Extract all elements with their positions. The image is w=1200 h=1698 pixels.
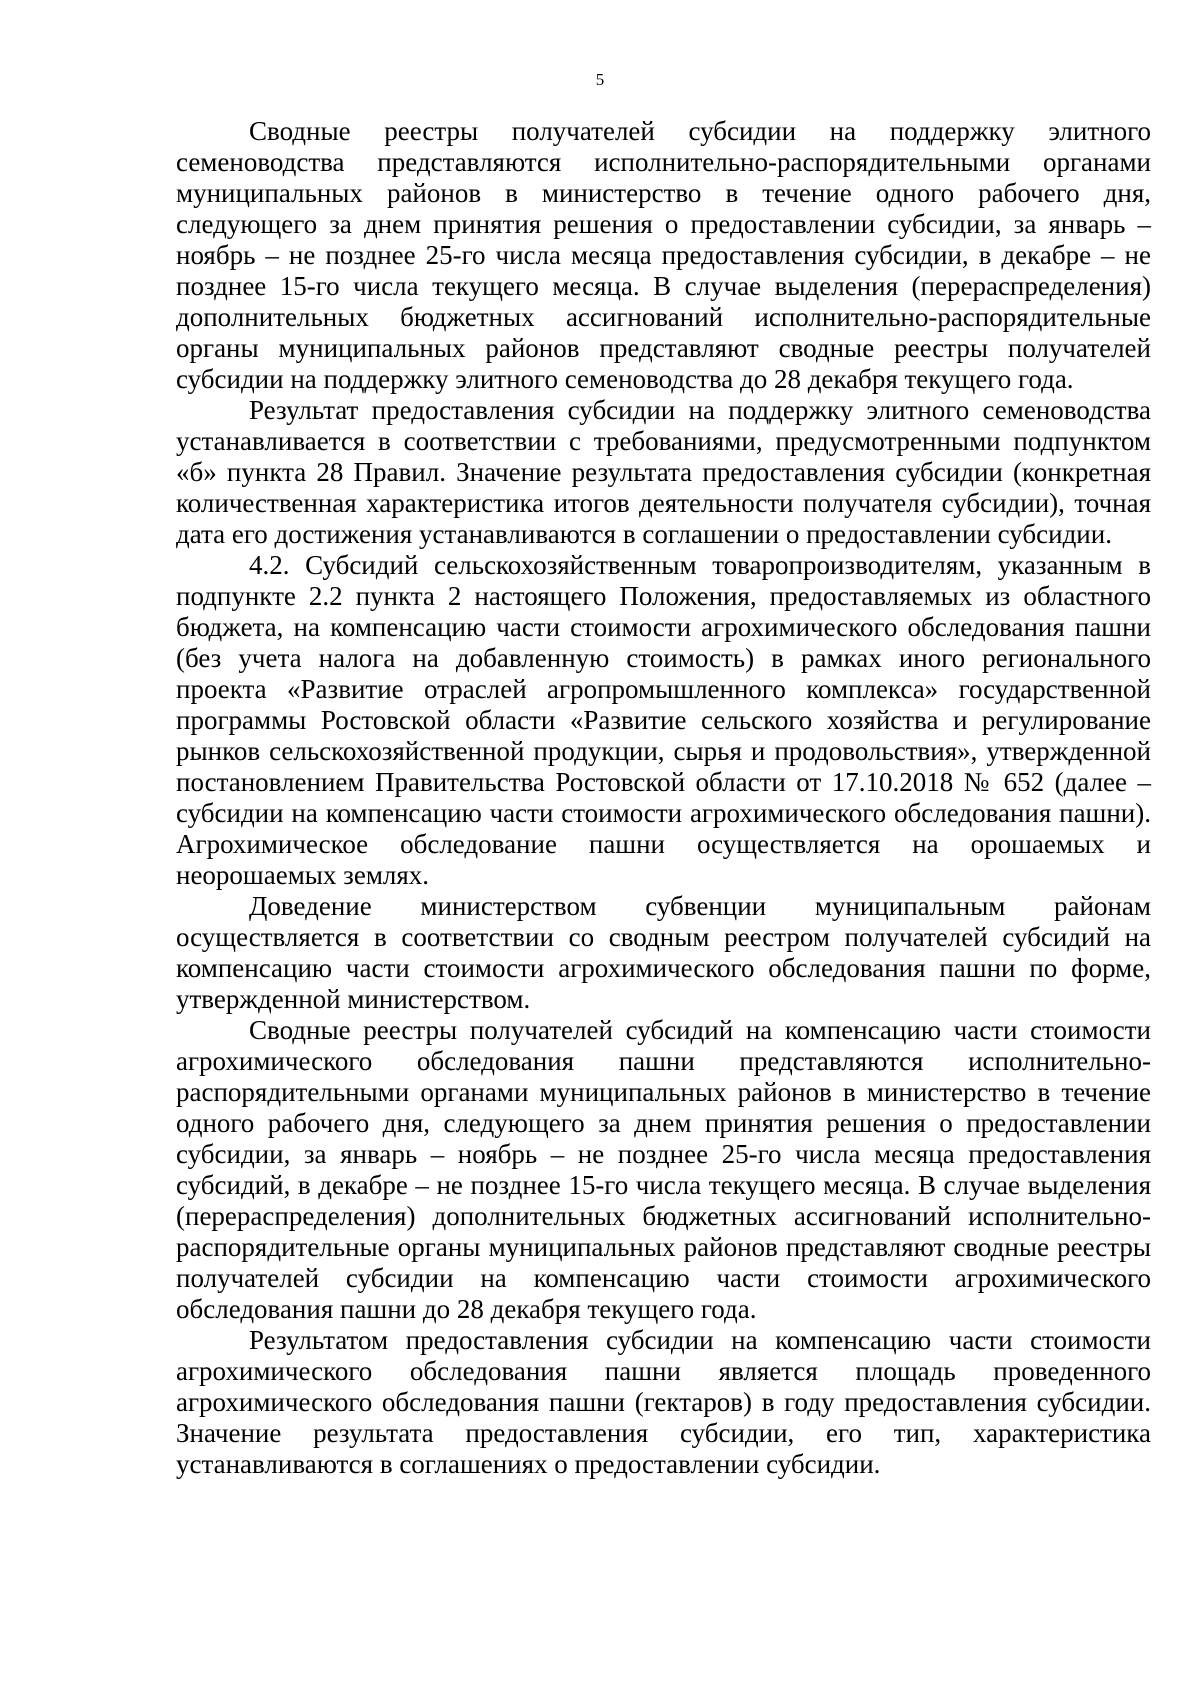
paragraph-elite-seed-registers: Сводные реестры получателей субсидии на поддержку элитного семеноводства представляются исполнительно-распорядительными органами муниципальных районов в министерство в течение одного рабочего дня, следующего за днем принятия решения о предоставлении субсидии, за январь – ноябрь – не позднее 25-го числа месяца предоставления субсидии, в декабре – не позднее 15-го числа текущего месяца. В случае выделения (перераспределения) дополнительных бюджетных ассигнований исполнительно-распорядительные органы муниципальных районов представляют сводные реестры получателей субсидии на поддержку элитного семеноводства до 28 декабря текущего года. <box>176 116 1151 394</box>
paragraph-section-4-2: 4.2. Субсидий сельскохозяйственным товаропроизводителям, указанным в подпункте 2.2 пункта 2 настоящего Положения, предоставляемых из областного бюджета, на компенсацию части стоимости агрохимического обследования пашни (без учета налога на добавленную стоимость) в рамках иного регионального проекта «Развитие отраслей агропромышленного комплекса» государственной программы Ростовской области «Развитие сельского хозяйства и регулирование рынков сельскохозяйственной продукции, сырья и продовольствия», утвержденной постановлением Правительства Ростовской области от 17.10.2018 № 652 (далее – субсидии на компенсацию части стоимости агрохимического обследования пашни). Агрохимическое обследование пашни осуществляется на орошаемых и неорошаемых землях. <box>176 550 1151 890</box>
document-body <box>176 116 1151 1480</box>
paragraph-elite-seed-result: Результат предоставления субсидии на поддержку элитного семеноводства устанавливается в соответствии с требованиями, предусмотренными подпунктом «б» пункта 28 Правил. Значение результата предоставления субсидии (конкретная количественная характеристика итогов деятельности получателя субсидии), точная дата его достижения устанавливаются в соглашении о предоставлении субсидии. <box>176 395 1151 549</box>
paragraph-subvention-delivery: Доведение министерством субвенции муниципальным районам осуществляется в соответствии со сводным реестром получателей субсидий на компенсацию части стоимости агрохимического обследования пашни по форме, утвержденной министерством. <box>176 891 1151 1014</box>
paragraph-agrochemical-registers: Сводные реестры получателей субсидий на компенсацию части стоимости агрохимического обследования пашни представляются исполнительно-распорядительными органами муниципальных районов в министерство в течение одного рабочего дня, следующего за днем принятия решения о предоставлении субсидии, за январь – ноябрь – не позднее 25-го числа месяца предоставления субсидий, в декабре – не позднее 15-го числа текущего месяца. В случае выделения (перераспределения) дополнительных бюджетных ассигнований исполнительно-распорядительные органы муниципальных районов представляют сводные реестры получателей субсидии на компенсацию части стоимости агрохимического обследования пашни до 28 декабря текущего года. <box>176 1015 1151 1324</box>
paragraph-agrochemical-result: Результатом предоставления субсидии на компенсацию части стоимости агрохимического обследования пашни является площадь проведенного агрохимического обследования пашни (гектаров) в году предоставления субсидии. Значение результата предоставления субсидии, его тип, характеристика устанавливаются в соглашениях о предоставлении субсидии. <box>176 1325 1151 1479</box>
page-number: 5 <box>595 70 605 89</box>
